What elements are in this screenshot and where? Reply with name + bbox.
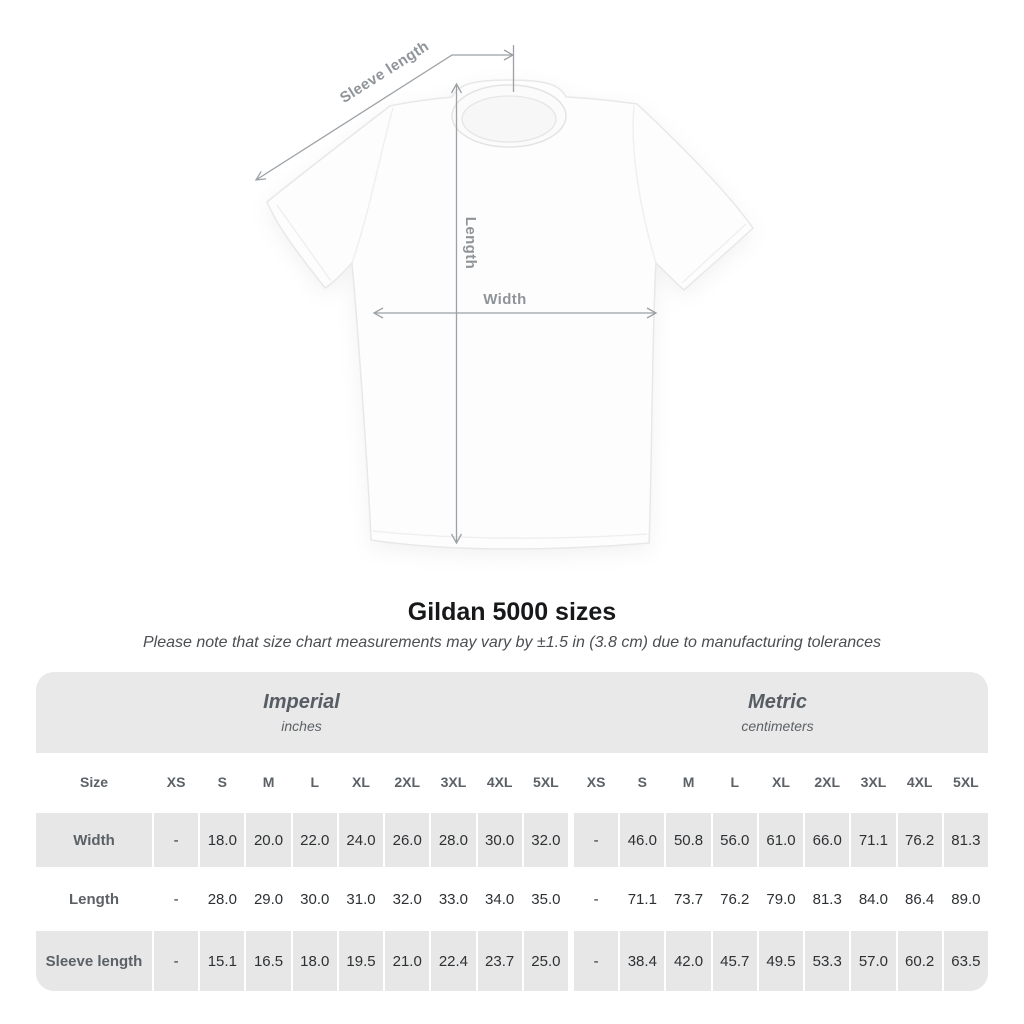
sleeve-length-label: Sleeve length — [337, 37, 433, 107]
length-metric-2xl: 81.3 — [805, 872, 849, 926]
col-header-imperial-xl: XL — [339, 755, 383, 808]
length-metric-xs: - — [574, 872, 618, 926]
units-band — [36, 672, 988, 753]
width-imperial-xs: - — [154, 813, 198, 867]
sleeve-imperial-s: 15.1 — [200, 931, 244, 991]
table-row-length — [36, 872, 988, 926]
sleeve-metric-m: 42.0 — [666, 931, 710, 991]
imperial-sublabel: inches — [281, 718, 322, 734]
page-title: Gildan 5000 sizes — [407, 598, 617, 626]
column-gap-spacer — [570, 813, 572, 867]
length-metric-m: 73.7 — [666, 872, 710, 926]
width-metric-xs: - — [574, 813, 618, 867]
sleeve-imperial-m: 16.5 — [246, 931, 290, 991]
width-imperial-m: 20.0 — [246, 813, 290, 867]
sleeve-metric-s: 38.4 — [620, 931, 664, 991]
length-metric-4xl: 86.4 — [898, 872, 942, 926]
width-metric-4xl: 76.2 — [898, 813, 942, 867]
column-gap-spacer — [570, 931, 572, 991]
length-imperial-5xl: 35.0 — [524, 872, 568, 926]
column-gap-spacer — [570, 872, 572, 926]
width-metric-3xl: 71.1 — [851, 813, 895, 867]
length-imperial-4xl: 34.0 — [478, 872, 522, 926]
width-metric-2xl: 66.0 — [805, 813, 849, 867]
sleeve-imperial-xl: 19.5 — [339, 931, 383, 991]
width-imperial-5xl: 32.0 — [524, 813, 568, 867]
width-imperial-4xl: 30.0 — [478, 813, 522, 867]
col-header-imperial-xs: XS — [154, 755, 198, 808]
width-imperial-l: 22.0 — [293, 813, 337, 867]
col-header-imperial-s: S — [200, 755, 244, 808]
width-metric-5xl: 81.3 — [944, 813, 988, 867]
col-header-metric-4xl: 4XL — [898, 755, 942, 808]
column-gap-spacer — [570, 755, 572, 808]
sleeve-metric-2xl: 53.3 — [805, 931, 849, 991]
length-imperial-xl: 31.0 — [339, 872, 383, 926]
length-imperial-s: 28.0 — [200, 872, 244, 926]
table-row-sleeve-length — [36, 931, 988, 991]
sleeve-metric-xs: - — [574, 931, 618, 991]
length-imperial-m: 29.0 — [246, 872, 290, 926]
sleeve-metric-l: 45.7 — [713, 931, 757, 991]
col-header-imperial-2xl: 2XL — [385, 755, 429, 808]
metric-unit-header — [567, 672, 988, 753]
length-label: Length — [462, 216, 480, 270]
row-label-length: Length — [36, 872, 152, 926]
sleeve-metric-5xl: 63.5 — [944, 931, 988, 991]
col-header-imperial-3xl: 3XL — [431, 755, 475, 808]
col-header-metric-l: L — [713, 755, 757, 808]
length-imperial-l: 30.0 — [293, 872, 337, 926]
sleeve-imperial-5xl: 25.0 — [524, 931, 568, 991]
sleeve-imperial-4xl: 23.7 — [478, 931, 522, 991]
imperial-unit-header — [36, 672, 567, 753]
col-header-imperial-m: M — [246, 755, 290, 808]
size-column-header: Size — [36, 755, 152, 808]
sleeve-imperial-l: 18.0 — [293, 931, 337, 991]
length-imperial-2xl: 32.0 — [385, 872, 429, 926]
sleeve-imperial-xs: - — [154, 931, 198, 991]
width-metric-s: 46.0 — [620, 813, 664, 867]
col-header-metric-5xl: 5XL — [944, 755, 988, 808]
tshirt-silhouette — [267, 80, 753, 549]
col-header-imperial-l: L — [293, 755, 337, 808]
sleeve-metric-4xl: 60.2 — [898, 931, 942, 991]
length-metric-5xl: 89.0 — [944, 872, 988, 926]
length-imperial-3xl: 33.0 — [431, 872, 475, 926]
sleeve-metric-3xl: 57.0 — [851, 931, 895, 991]
length-metric-3xl: 84.0 — [851, 872, 895, 926]
sleeve-imperial-2xl: 21.0 — [385, 931, 429, 991]
width-metric-xl: 61.0 — [759, 813, 803, 867]
sleeve-metric-xl: 49.5 — [759, 931, 803, 991]
col-header-imperial-5xl: 5XL — [524, 755, 568, 808]
collar-opening — [462, 96, 556, 142]
metric-label: Metric — [748, 691, 807, 713]
sleeve-arrow-icon — [256, 171, 266, 180]
sleeve-imperial-3xl: 22.4 — [431, 931, 475, 991]
metric-sublabel: centimeters — [741, 718, 814, 734]
length-metric-xl: 79.0 — [759, 872, 803, 926]
width-metric-l: 56.0 — [713, 813, 757, 867]
col-header-metric-s: S — [620, 755, 664, 808]
col-header-imperial-4xl: 4XL — [478, 755, 522, 808]
width-imperial-s: 18.0 — [200, 813, 244, 867]
size-table — [36, 672, 988, 991]
row-label-width: Width — [36, 813, 152, 867]
row-label-sleeve-length: Sleeve length — [36, 931, 152, 991]
imperial-label: Imperial — [263, 691, 340, 713]
length-imperial-xs: - — [154, 872, 198, 926]
width-imperial-xl: 24.0 — [339, 813, 383, 867]
width-imperial-3xl: 28.0 — [431, 813, 475, 867]
size-header-row — [36, 755, 988, 808]
col-header-metric-2xl: 2XL — [805, 755, 849, 808]
tolerance-note: Please note that size chart measurements may vary by ±1.5 in (3.8 cm) due to manufacturing tolerances — [142, 634, 882, 651]
table-row-width — [36, 813, 988, 867]
col-header-metric-xl: XL — [759, 755, 803, 808]
width-metric-m: 50.8 — [666, 813, 710, 867]
col-header-metric-m: M — [666, 755, 710, 808]
col-header-metric-3xl: 3XL — [851, 755, 895, 808]
length-metric-l: 76.2 — [713, 872, 757, 926]
width-imperial-2xl: 26.0 — [385, 813, 429, 867]
length-metric-s: 71.1 — [620, 872, 664, 926]
col-header-metric-xs: XS — [574, 755, 618, 808]
width-label: Width — [483, 291, 527, 308]
